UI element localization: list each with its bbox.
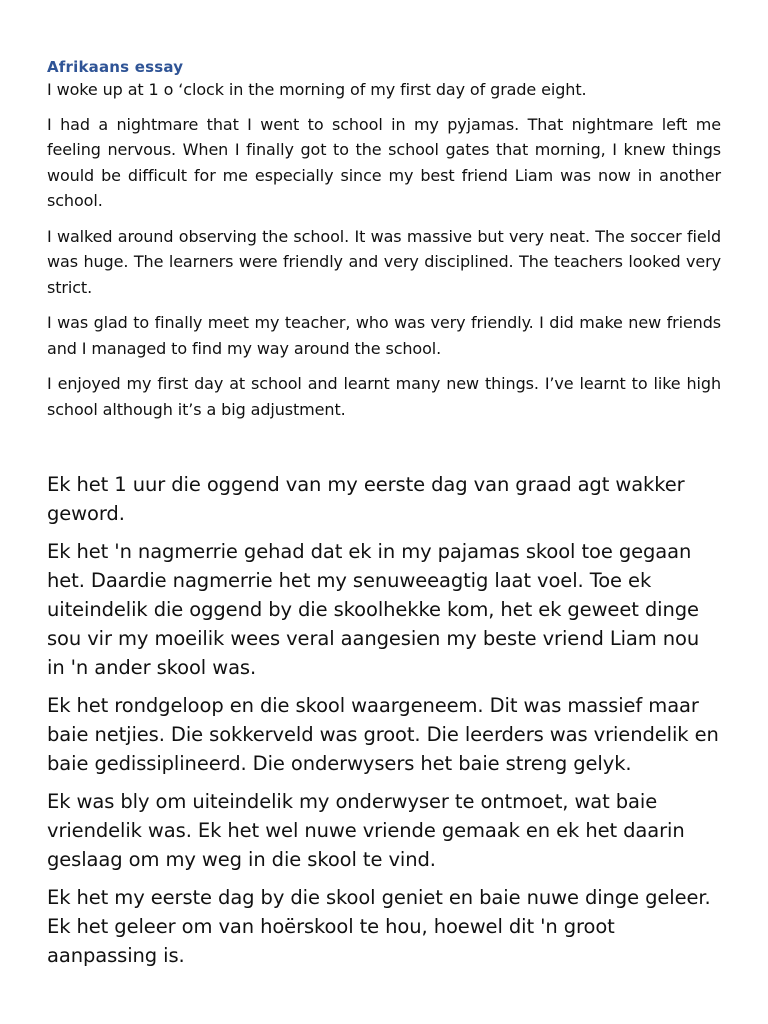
english-paragraph-2: I had a nightmare that I went to school in my pyjamas. That nightmare left me feeling nervous. When I finally got to the school gates that morning, I knew things would be difficult for me especially since my best friend Liam was now in another school. [47, 114, 721, 210]
english-paragraph-4: I was glad to finally meet my teacher, who was very friendly. I did make new friends and I managed to find my way around the school. [47, 313, 721, 358]
afrikaans-paragraph-2: Ek het 'n nagmerrie gehad dat ek in my pajamas skool toe gegaan het. Daardie nagmerrie het my senuweeagtig laat voel. Toe ek uiteindelik die oggend by die skoolhekke kom, het ek geweet dinge sou vir my moeilik wees veral aangesien my beste vriend Liam nou in 'n ander skool was. [47, 540, 700, 679]
english-essay [47, 77, 721, 422]
english-paragraph-3: I walked around observing the school. It was massive but very neat. The soccer field was huge. The learners were friendly and very disciplined. The teachers looked very strict. [47, 226, 721, 297]
section-spacer [47, 432, 721, 470]
afrikaans-essay [47, 470, 721, 970]
afrikaans-paragraph-1: Ek het 1 uur die oggend van my eerste dag van graad agt wakker geword. [47, 473, 685, 525]
afrikaans-paragraph-4: Ek was bly om uiteindelik my onderwyser te ontmoet, wat baie vriendelik was. Ek het wel nuwe vriende gemaak en ek het daarin geslaag om my weg in die skool te vind. [47, 790, 685, 871]
afrikaans-paragraph-3: Ek het rondgeloop en die skool waargeneem. Dit was massief maar baie netjies. Die sokkerveld was groot. Die leerders was vriendelik en baie gedissiplineerd. Die onderwysers het baie streng gelyk. [47, 694, 719, 775]
afrikaans-paragraph-5: Ek het my eerste dag by die skool geniet en baie nuwe dinge geleer. Ek het geleer om van hoërskool te hou, hoewel dit 'n groot aanpassing is. [47, 886, 711, 967]
english-paragraph-5: I enjoyed my first day at school and learnt many new things. I’ve learnt to like high school although it’s a big adjustment. [47, 374, 721, 419]
document-page [47, 56, 721, 979]
english-paragraph-1: I woke up at 1 o ‘clock in the morning of my first day of grade eight. [47, 80, 587, 99]
document-title: Afrikaans essay [47, 58, 184, 76]
